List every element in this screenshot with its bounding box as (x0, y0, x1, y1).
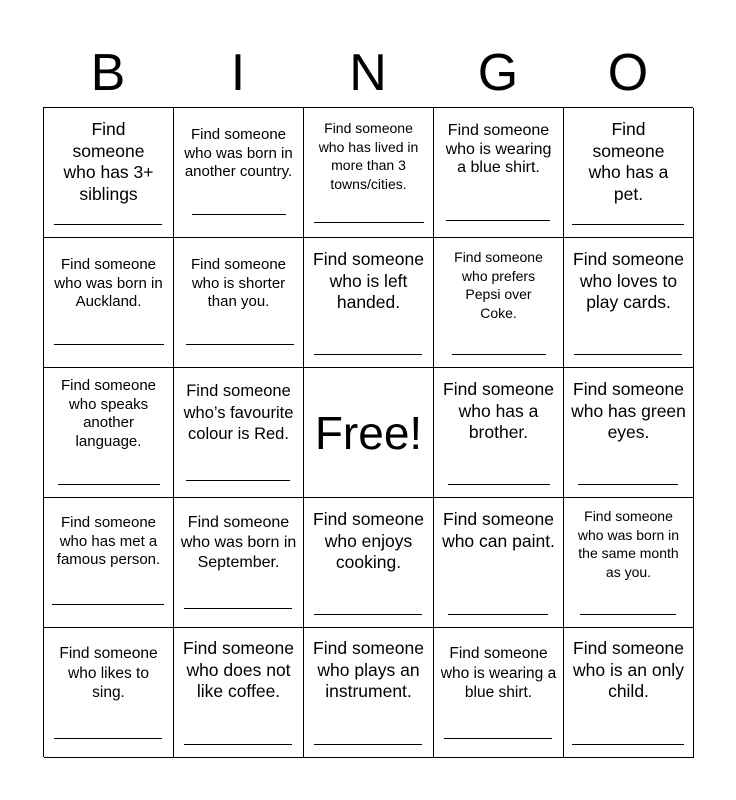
cell-prompt: Find someone who is an only child. (573, 638, 684, 701)
bingo-cell[interactable] (304, 628, 434, 758)
bingo-cell[interactable] (304, 498, 434, 628)
cell-prompt: Find someone who loves to play cards. (573, 249, 684, 312)
cell-prompt: Find someone who is left handed. (313, 249, 424, 312)
cell-prompt: Find someone who enjoys cooking. (313, 509, 424, 572)
cell-prompt: Find someone who was born in Auckland. (54, 256, 163, 310)
cell-prompt: Find someone who’s favourite colour is Red. (183, 382, 294, 443)
answer-line (572, 744, 684, 745)
header-letter-g: G (477, 44, 519, 102)
answer-line (314, 614, 422, 615)
bingo-grid (43, 107, 693, 757)
answer-line (448, 484, 550, 485)
bingo-cell[interactable] (44, 238, 174, 368)
bingo-cell[interactable] (304, 238, 434, 368)
cell-prompt: Find someone who is wearing a blue shirt. (445, 122, 552, 176)
free-space: Free! (314, 406, 423, 459)
bingo-cell[interactable] (44, 498, 174, 628)
bingo-cell[interactable] (564, 108, 694, 238)
bingo-cell[interactable] (174, 108, 304, 238)
answer-line (186, 480, 290, 481)
cell-prompt: Find someone who was born in September. (180, 514, 297, 571)
bingo-cell[interactable] (564, 238, 694, 368)
bingo-cell[interactable] (434, 498, 564, 628)
answer-line (444, 738, 552, 739)
bingo-cell[interactable] (564, 498, 694, 628)
cell-prompt: Find someone who has a brother. (443, 379, 554, 442)
answer-line (314, 744, 422, 745)
cell-prompt: Find someone who likes to sing. (59, 645, 158, 701)
bingo-cell[interactable] (44, 108, 174, 238)
bingo-cell[interactable] (304, 108, 434, 238)
answer-line (446, 220, 550, 221)
answer-line (54, 224, 162, 225)
bingo-cell[interactable] (434, 108, 564, 238)
bingo-cell[interactable] (174, 498, 304, 628)
answer-line (54, 738, 162, 739)
bingo-cell[interactable] (564, 628, 694, 758)
header-letter-n: N (349, 44, 387, 102)
cell-prompt: Find someone who speaks another language. (60, 377, 157, 450)
bingo-header (43, 40, 693, 106)
bingo-cell[interactable] (174, 238, 304, 368)
cell-prompt: Find someone who does not like coffee. (183, 638, 294, 701)
header-letter-o: O (607, 44, 649, 102)
header-letter-b: B (90, 44, 126, 102)
answer-line (314, 354, 422, 355)
cell-prompt: Find someone who has lived in more than 3 towns/cities. (318, 120, 419, 192)
header-letter-i: I (230, 44, 246, 102)
bingo-cell[interactable] (434, 238, 564, 368)
cell-prompt: Find someone who prefers Pepsi over Coke. (454, 249, 543, 321)
cell-prompt: Find someone who is shorter than you. (190, 256, 287, 310)
answer-line (578, 484, 678, 485)
answer-line (448, 614, 548, 615)
answer-line (192, 214, 286, 215)
cell-prompt: Find someone who was born in another country. (184, 126, 293, 180)
answer-line (54, 344, 164, 345)
cell-prompt: Find someone who can paint. (442, 509, 555, 551)
answer-line (184, 744, 292, 745)
cell-prompt: Find someone who was born in the same month as you. (577, 508, 680, 580)
bingo-cell-free[interactable] (304, 368, 434, 498)
bingo-cell[interactable] (434, 368, 564, 498)
cell-prompt: Find someone who has green eyes. (571, 379, 686, 442)
cell-prompt: Find someone who has 3+ siblings (63, 119, 154, 204)
bingo-cell[interactable] (44, 368, 174, 498)
answer-line (184, 608, 292, 609)
answer-line (314, 222, 424, 223)
answer-line (580, 614, 676, 615)
bingo-cell[interactable] (174, 628, 304, 758)
cell-prompt: Find someone who has a pet. (588, 119, 669, 204)
cell-prompt: Find someone who plays an instrument. (313, 638, 424, 701)
bingo-cell[interactable] (44, 628, 174, 758)
cell-prompt: Find someone who has met a famous person. (56, 514, 161, 568)
bingo-cell[interactable] (434, 628, 564, 758)
answer-line (52, 604, 164, 605)
answer-line (574, 354, 682, 355)
answer-line (186, 344, 294, 345)
bingo-cell[interactable] (564, 368, 694, 498)
cell-prompt: Find someone who is wearing a blue shirt. (440, 645, 557, 701)
answer-line (58, 484, 160, 485)
bingo-cell[interactable] (174, 368, 304, 498)
answer-line (572, 224, 684, 225)
answer-line (452, 354, 546, 355)
